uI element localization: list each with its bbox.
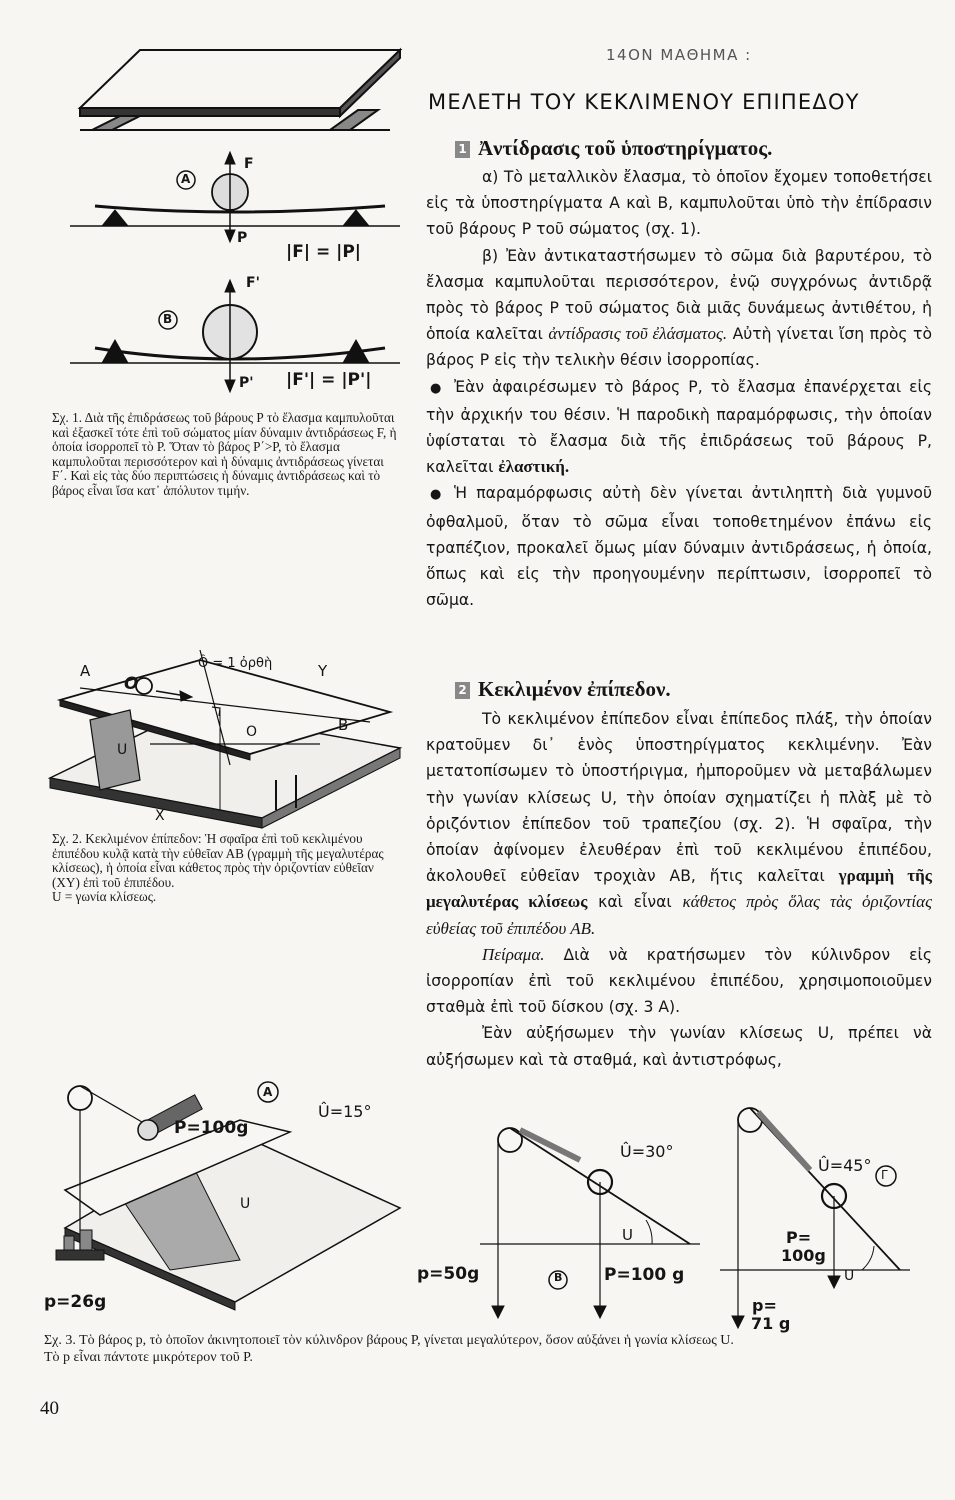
fig3c-label: Γ	[881, 1168, 888, 1182]
page-number: 40	[40, 1398, 59, 1419]
lesson-label: 14ΟΝ ΜΑΘΗΜΑ :	[606, 46, 752, 64]
fig3b-angle: Û=30°	[620, 1142, 674, 1161]
section-2-heading	[455, 677, 671, 702]
figure-2-drawing	[40, 650, 410, 830]
fig3b-weight: P=100 g	[604, 1265, 685, 1285]
fig3a-angle: Û=15°	[318, 1102, 372, 1121]
section-1-body	[426, 164, 932, 613]
figure-1-drawing	[40, 40, 410, 410]
fig1-weight-p2: P'	[239, 375, 254, 391]
fig1-weight-p: P	[237, 230, 248, 246]
fig3b-label: B	[554, 1271, 563, 1284]
fig1-label-a: A	[181, 172, 191, 186]
page-title: ΜΕΛΕΤΗ ΤΟΥ ΚΕΚΛΙΜΕΝΟΥ ΕΠΙΠΕΔΟΥ	[428, 90, 860, 114]
fig1-equation-1: |F| = |P|	[286, 242, 361, 262]
fig2-label-o2: O	[246, 724, 258, 740]
section-1-number: 1	[455, 141, 470, 158]
fig2-label-b: B	[338, 716, 349, 734]
para-increase: Ἐὰν αὐξήσωμεν τὴν γωνίαν κλίσεως U, πρέπει νὰ αὐξήσωμεν καὶ τὰ σταθμά, καὶ ἀντιστρόφως,	[426, 1024, 932, 1069]
bullet-elastic: ● Ἐὰν ἀφαιρέσωμεν τὸ βάρος Ρ, τὸ ἔλασμα ἐπανέρχεται εἰς τὴν ἀρχικήν του θέσιν. Ἡ παροδικὴ παραμόρφωσις, τὴν ὁποίαν ὑφίσταται τὸ ἔλασμα διὰ τῆς ἐπιδράσεως τοῦ βάρους Ρ, καλεῖται ἐλαστική.	[426, 374, 932, 481]
fig2-label-y: Y	[318, 662, 328, 680]
fig3c-p-2: 71 g	[751, 1314, 791, 1333]
para-inclined: Τὸ κεκλιμένον ἐπίπεδον εἶναι ἐπίπεδος πλάξ, τὴν ὁποίαν κρατοῦμεν δι᾽ ἑνὸς ὑποστηρίγματος κεκλιμένην. Ἐὰν μετατοπίσωμεν τὸ ὑποστήριγμα, ἠμποροῦμεν νὰ μεταβάλωμεν τὴν γωνίαν κλίσεως U, τὴν ὁποίαν σχηματίζει ἡ πλὰξ μὲ τὸ ὁριζόντιον ἐπίπεδον τοῦ τραπεζίου (σχ. 2). Ἡ σφαῖρα, τὴν ὁποίαν ἀφίνομεν ἐλευθέραν ἐπὶ τοῦ κεκλιμένου ἐπιπέδου, ἀκολουθεῖ εὐθεῖαν τροχιὰν ΑΒ, ἥτις καλεῖται γραμμὴ τῆς μεγαλυτέρας κλίσεως καὶ εἶναι κάθετος πρὸς ὅλας τὰς ὁριζοντίας εὐθείας τοῦ ἐπιπέδου ΑΒ.	[426, 710, 932, 938]
section-1-heading	[455, 136, 772, 161]
fig3b-u: U	[622, 1226, 633, 1244]
figure-1-caption: Σχ. 1. Διὰ τῆς ἐπιδράσεως τοῦ βάρους Ρ τὸ ἔλασμα καμπυλοῦται καὶ ἐξασκεῖ τότε ἐπὶ τοῦ σώματος μίαν δύναμιν ἀντιδράσεως F, ἡ ὁποία ἰσορροπεῖ τὸ Ρ. Ὅταν τὸ βάρος Ρ΄>Ρ, τὸ ἔλασμα καμπυλοῦται περισσότερον καὶ ἡ δύναμις ἀντιδράσεως γίνεται F΄. Καὶ εἰς τὰς δύο περιπτώσεις ἡ δύναμις ἀντιδράσεως καὶ τὸ βάρος εἶναι ἴσα κατ᾽ ἀπόλυτον τιμήν.	[52, 410, 397, 498]
para-b: β) Ἐὰν ἀντικαταστήσωμεν τὸ σῶμα διὰ βαρυτέρου, τὸ ἔλασμα καμπυλοῦται περισσότερον, ἐνῷ συγχρόνως ἀντιδρᾷ πρὸς τὸ βάρος Ρ τοῦ σώματος διὰ μιᾶς δυνάμεως ἀντιθέτου, ἡ ὁποία καλεῖται ἀντίδρασις τοῦ ἐλάσματος. Αὐτὴ γίνεται ἴση πρὸς τὸ βάρος Ρ εἰς τὴν τελικὴν θέσιν ἰσορροπίας.	[426, 246, 932, 370]
section-1-title: Ἀντίδρασις τοῦ ὑποστηρίγματος.	[478, 136, 773, 160]
term-reaction: ἀντίδρασις τοῦ ἐλάσματος.	[548, 324, 728, 344]
case-a-beam	[70, 152, 400, 242]
fig1-force-f2: F'	[246, 275, 260, 291]
fig3c-angle: Û=45°	[818, 1156, 872, 1175]
experiment-label: Πείραμα.	[482, 944, 545, 964]
figure-3-caption: Σχ. 3. Τὸ βάρος p, τὸ ὁποῖον ἀκινητοποιεῖ τὸν κύλινδρον βάρους Ρ, γίνεται μεγαλύτερον, ὅσον αὐξάνει ἡ γωνία κλίσεως U. Τὸ p εἶναι πάντοτε μικρότερον τοῦ Ρ.	[44, 1333, 734, 1365]
bullet-deformation: ● Ἡ παραμόρφωσις αὐτὴ δὲν γίνεται ἀντιληπτὴ διὰ γυμνοῦ ὀφθαλμοῦ, ὅταν τὸ σῶμα εἶναι τοποθετημένον ἐπάνω εἰς τραπέζιον, προκαλεῖ ὅμως μίαν δύναμιν ἀντιδράσεως, ἡ ὁποία, ὅπως καὶ εἰς τὴν προηγουμένην περίπτωσιν, ἰσορροπεῖ τὸ σῶμα.	[426, 480, 932, 613]
figure-3-drawing	[40, 1070, 920, 1330]
fig2-label-o: O	[124, 674, 139, 694]
fig2-label-x: X	[155, 808, 165, 824]
term-steepest-line: γραμμὴ τῆς μεγαλυτέρας κλίσεως	[426, 866, 932, 912]
fig3c-p-1: p=	[752, 1296, 777, 1315]
para-experiment: Πείραμα. Διὰ νὰ κρατήσωμεν τὸν κύλινδρον εἰς ἰσορροπίαν ἐπὶ τοῦ κεκλιμένου ἐπιπέδου, χρησιμοποιοῦμεν σταθμὰ ἐπὶ τοῦ δίσκου (σχ. 3 Α).	[426, 944, 932, 1017]
fig2-label-u: U	[117, 742, 128, 758]
para-a: α) Τὸ μεταλλικὸν ἔλασμα, τὸ ὁποῖον ἔχομεν τοποθετήσει εἰς τὰ ὑποστηρίγματα Α καὶ Β, καμπυλοῦται ὑπὸ τὴν ἐπίδρασιν τοῦ βάρους Ρ τοῦ σώματος (σχ. 1).	[426, 168, 932, 239]
fig1-equation-2: |F'| = |P'|	[286, 370, 372, 390]
figure-2-caption: Σχ. 2. Κεκλιμένον ἐπίπεδον: Ἡ σφαῖρα ἐπὶ τοῦ κεκλιμένου ἐπιπέδου κυλᾷ κατὰ τὴν εὐθεῖαν ΑΒ (γραμμὴ τῆς μεγαλυτέρας κλίσεως), ἡ ὁποία εἶναι κάθετος πρὸς τὴν ὁριζοντίαν εὐθεῖαν (ΧΥ) ἐπὶ τοῦ ἐπιπέδου. U = γωνία κλίσεως.	[52, 831, 384, 905]
fig2-label-a: A	[80, 662, 91, 680]
fig3a-weight: P=100g	[174, 1118, 249, 1138]
fig1-force-f: F	[244, 156, 254, 172]
fig3a-p: p=26g	[44, 1292, 107, 1312]
fig3a-label: A	[263, 1085, 273, 1099]
fig3a-u: U	[240, 1196, 251, 1212]
term-perpendicular: κάθετος πρὸς ὅλας τὰς ὁριζοντίας εὐθείας τοῦ ἐπιπέδου ΑΒ.	[426, 892, 932, 938]
section-2-title: Κεκλιμένον ἐπίπεδον.	[478, 677, 671, 701]
section-2-body	[426, 706, 932, 1073]
section-2-number: 2	[455, 682, 470, 699]
fig2-angle-note: Ô = 1 ὀρθὴ	[198, 656, 273, 671]
fig3c-weight-1: P=	[786, 1228, 812, 1247]
fig1-label-b: B	[163, 312, 173, 326]
plank-on-wedges	[80, 50, 400, 130]
fig3c-weight-2: 100g	[781, 1246, 826, 1265]
term-elastic: ἐλαστική.	[498, 457, 570, 477]
fig3c-u: U	[844, 1268, 855, 1284]
fig3b-p: p=50g	[417, 1264, 480, 1284]
fig3c-diagram	[720, 1108, 910, 1328]
